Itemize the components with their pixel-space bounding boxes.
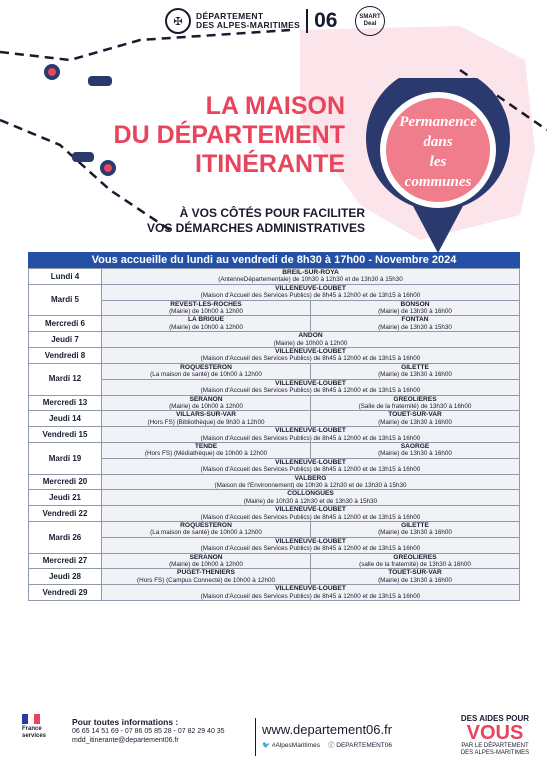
coat-of-arms-icon: ✠ <box>165 8 191 34</box>
email-link[interactable]: mdd_itinerante@departement06.fr <box>72 737 179 744</box>
schedule-banner: Vous accueille du lundi au vendredi de 8h30 à 17h00 - Novembre 2024 <box>28 252 520 268</box>
commune-name: FONTAN <box>401 316 429 324</box>
table-row <box>29 458 520 474</box>
day-cell: Mercredi 13 <box>29 395 102 411</box>
table-row <box>29 348 520 364</box>
event-detail: (Mairie) de 13h30 à 16h00 <box>378 418 452 426</box>
day-cell: Vendredi 22 <box>29 506 102 522</box>
department-logo <box>165 6 337 36</box>
permanence-pin-badge <box>358 78 518 258</box>
event-cell <box>311 395 520 411</box>
commune-name: GILETTE <box>401 522 429 529</box>
table-row <box>29 474 520 490</box>
commune-name: TENDE <box>194 442 218 450</box>
event-cell <box>102 537 520 553</box>
commune-name: BREIL-SUR-ROYA <box>282 269 339 276</box>
commune-name: VILLENEUVE-LOUBET <box>275 427 346 435</box>
event-detail: (Maison d'Accueil des Services Publics) de 8h45 à 12h00 et de 13h15 à 16h00 <box>200 592 421 600</box>
page-title <box>100 92 345 179</box>
day-cell: Vendredi 8 <box>29 348 102 364</box>
day-cell: Mercredi 27 <box>29 553 102 569</box>
french-flag-icon <box>22 714 40 724</box>
facebook-icon: ⓕ <box>327 742 335 749</box>
table-row <box>29 269 520 285</box>
pin-line1: Permanence <box>399 114 477 130</box>
brand-text <box>196 12 300 30</box>
facebook-link[interactable] <box>328 740 392 749</box>
event-cell <box>102 300 311 316</box>
gov-line2: services <box>22 733 47 739</box>
title-line2: DU DÉPARTEMENT <box>113 121 345 149</box>
event-detail: (Maison d'Accueil des Services Publics) de 8h45 à 12h00 et de 13h15 à 16h00 <box>200 434 421 442</box>
schedule-table <box>28 252 520 601</box>
event-cell <box>102 522 311 538</box>
table-row <box>29 490 520 506</box>
aides-line4: DES ALPES-MARITIMES <box>460 749 530 756</box>
info-heading: Pour toutes informations : <box>72 717 179 727</box>
day-cell: Jeudi 14 <box>29 411 102 427</box>
commune-name: VILLENEUVE-LOUBET <box>275 458 346 466</box>
event-detail: (Mairie) de 10h30 à 12h30 et de 13h30 à 15h30 <box>243 497 378 505</box>
event-cell <box>102 316 311 332</box>
facebook-handle: DEPARTEMENT06 <box>336 742 393 749</box>
contact-info <box>72 718 225 745</box>
commune-name: GREOLIERES <box>393 395 437 403</box>
table-row <box>29 332 520 348</box>
event-detail: (Mairie) de 13h30 à 15h30 <box>378 323 452 331</box>
phone-numbers: 06 65 14 51 69 - 07 86 05 85 28 - 07 82 29 40 35 <box>72 728 225 735</box>
commune-name: VILLENEUVE-LOUBET <box>275 379 346 387</box>
commune-name: COLLONGUES <box>287 490 334 498</box>
event-detail: (Mairie) de 13h30 à 16h00 <box>378 371 452 379</box>
commune-name: VILLENEUVE-LOUBET <box>275 506 346 514</box>
event-cell <box>102 490 520 506</box>
page-subtitle <box>120 206 365 236</box>
table-row <box>29 411 520 427</box>
event-cell <box>102 379 520 395</box>
event-cell <box>102 569 311 585</box>
event-cell <box>311 316 520 332</box>
commune-name: VILLENEUVE-LOUBET <box>275 585 346 593</box>
commune-name: REVEST-LES-ROCHES <box>170 300 242 308</box>
event-cell <box>102 427 520 443</box>
day-cell: Jeudi 7 <box>29 332 102 348</box>
table-row <box>29 522 520 538</box>
brand-line1: DÉPARTEMENT <box>196 11 264 21</box>
car-icon <box>72 152 94 162</box>
commune-name: TOUET-SUR-VAR <box>388 569 442 577</box>
commune-name: VILLENEUVE-LOUBET <box>275 348 346 356</box>
event-detail: (Mairie) de 10h00 à 12h00 <box>169 323 243 331</box>
gov-line1: France <box>22 726 42 732</box>
schedule-body <box>29 269 520 601</box>
event-detail: (AntenneDépartementale) de 10h30 à 12h30 et de 13h30 à 15h30 <box>218 276 403 284</box>
event-detail: (Hors FS) (Médiathèque) de 10h00 à 12h00 <box>144 450 268 458</box>
commune-name: SAORGE <box>400 442 430 450</box>
website-link[interactable]: www.departement06.fr <box>262 722 393 737</box>
pin-line4: communes <box>404 174 472 190</box>
table-row <box>29 300 520 316</box>
event-cell <box>102 284 520 300</box>
table-row <box>29 363 520 379</box>
event-detail: (Mairie) de 13h30 à 16h00 <box>378 450 452 458</box>
twitter-link[interactable] <box>262 741 320 749</box>
commune-name: BONSON <box>400 300 430 308</box>
pin-line3: les <box>429 154 447 170</box>
event-detail: (Maison d'Accueil des Services Publics) de 8h45 à 12h00 et de 13h15 à 16h00 <box>200 466 421 474</box>
event-cell <box>102 395 311 411</box>
table-row <box>29 585 520 601</box>
smart-deal-logo <box>355 6 385 36</box>
table-row <box>29 316 520 332</box>
event-cell <box>311 522 520 538</box>
commune-name: VALBERG <box>294 474 327 482</box>
subtitle-line2: VOS DÉMARCHES ADMINISTRATIVES <box>146 221 365 235</box>
event-cell <box>311 363 520 379</box>
aides-logo <box>449 714 541 756</box>
day-cell: Lundi 4 <box>29 269 102 285</box>
event-detail: (Hors FS) (Campus Connecté) de 10h00 à 12h00 <box>137 576 275 584</box>
event-detail: (Maison d'Accueil des Services Publics) de 8h45 à 12h00 et de 13h15 à 16h00 <box>200 545 421 553</box>
event-cell <box>311 411 520 427</box>
event-detail: (Mairie) de 10h00 à 12h00 <box>169 402 243 410</box>
event-detail: (Hors FS) (Bibliothèque) de 9h30 à 12h00 <box>147 418 265 426</box>
event-cell <box>102 474 520 490</box>
aides-line2: VOUS <box>466 722 524 744</box>
subtitle-line1: À VOS CÔTÉS POUR FACILITER <box>179 206 365 220</box>
event-detail: (Mairie) de 13h30 à 16h00 <box>378 576 452 584</box>
table-row <box>29 537 520 553</box>
event-detail: (Maison d'Accueil des Services Publics) de 8h45 à 12h00 et de 13h15 à 16h00 <box>200 387 421 395</box>
table-row <box>29 553 520 569</box>
day-cell: Jeudi 21 <box>29 490 102 506</box>
brand-line2: DES ALPES-MARITIMES <box>196 20 301 30</box>
event-cell <box>102 269 520 285</box>
title-line3: ITINÉRANTE <box>195 150 345 178</box>
smart-deal-line1: SMART <box>359 14 381 20</box>
event-cell <box>102 506 520 522</box>
event-cell <box>102 585 520 601</box>
event-detail: (La maison de santé) de 10h00 à 12h00 <box>150 371 262 379</box>
day-cell: Mardi 5 <box>29 284 102 316</box>
event-cell <box>311 553 520 569</box>
day-cell: Mardi 12 <box>29 363 102 395</box>
event-cell <box>102 363 311 379</box>
twitter-icon: 🐦 <box>262 741 271 749</box>
event-cell <box>102 332 520 348</box>
event-detail: (Maison de l'Environnement) de 10h30 à 12h30 et de 13h30 à 15h30 <box>214 481 407 489</box>
event-cell <box>102 442 311 458</box>
commune-name: ANDON <box>298 332 323 340</box>
pin-line2: dans <box>423 134 453 150</box>
location-pin-icon <box>44 64 60 80</box>
event-cell <box>311 442 520 458</box>
event-detail: (salle de la fraternité) de 13h30 à 16h00 <box>359 561 471 569</box>
table-row <box>29 395 520 411</box>
event-cell <box>102 411 311 427</box>
commune-name: ROQUESTERON <box>180 363 232 371</box>
event-detail: (Maison d'Accueil des Services Publics) de 8h45 à 12h00 et de 13h15 à 16h00 <box>200 513 421 521</box>
table-row <box>29 379 520 395</box>
table-row <box>29 506 520 522</box>
title-line1: LA MAISON <box>205 92 345 120</box>
day-cell: Jeudi 28 <box>29 569 102 585</box>
event-cell <box>102 458 520 474</box>
day-cell: Mardi 19 <box>29 442 102 474</box>
commune-name: SERANON <box>189 553 223 561</box>
france-services-logo <box>22 714 62 740</box>
event-detail: (Mairie) de 10h00 à 12h00 <box>273 339 348 347</box>
event-cell <box>102 348 520 364</box>
event-detail: (Mairie) de 10h00 à 12h00 <box>169 561 243 569</box>
commune-name: SERANON <box>189 395 223 403</box>
commune-name: TOUET-SUR-VAR <box>388 411 442 419</box>
table-row <box>29 569 520 585</box>
day-cell: Mercredi 6 <box>29 316 102 332</box>
brand-number: 06 <box>306 9 337 33</box>
commune-name: GILETTE <box>401 363 429 371</box>
car-icon <box>88 76 112 86</box>
commune-name: LA BRIGUE <box>187 316 225 324</box>
commune-name: VILLARS-SUR-VAR <box>176 411 236 419</box>
event-detail: (Mairie) de 13h30 à 16h00 <box>378 308 452 316</box>
social-links <box>262 740 392 749</box>
event-detail: (Mairie) de 10h00 à 12h00 <box>169 308 243 316</box>
event-cell <box>311 300 520 316</box>
event-detail: (La maison de santé) de 10h00 à 12h00 <box>150 529 262 537</box>
event-cell <box>102 553 311 569</box>
day-cell: Mardi 26 <box>29 522 102 554</box>
event-detail: (Maison d'Accueil des Services Publics) de 8h45 à 12h00 et de 13h15 à 16h00 <box>200 292 421 300</box>
commune-name: VILLENEUVE-LOUBET <box>275 537 346 545</box>
event-detail: (Maison d'Accueil des Services Publics) de 8h45 à 12h00 et de 13h15 à 16h00 <box>200 355 421 363</box>
twitter-handle: #AlpesMaritimes <box>271 741 320 749</box>
commune-name: ROQUESTERON <box>180 522 232 529</box>
event-detail: (Salle de la fraternité) de 13h30 à 16h00 <box>358 402 472 410</box>
footer-divider <box>255 718 256 756</box>
day-cell: Mercredi 20 <box>29 474 102 490</box>
event-detail: (Mairie) de 13h30 à 16h00 <box>378 529 452 537</box>
table-row <box>29 427 520 443</box>
commune-name: GREOLIERES <box>393 553 437 561</box>
day-cell: Vendredi 29 <box>29 585 102 601</box>
table-row <box>29 442 520 458</box>
commune-name: PUGET-THENIERS <box>177 569 235 577</box>
day-cell: Vendredi 15 <box>29 427 102 443</box>
smart-deal-line2: Deal <box>363 21 377 27</box>
aides-line3: PAR LE DÉPARTEMENT <box>461 743 529 749</box>
aides-line1: DES AIDES POUR <box>460 714 530 723</box>
table-row <box>29 284 520 300</box>
footer <box>0 708 547 759</box>
commune-name: VILLENEUVE-LOUBET <box>275 284 346 292</box>
event-cell <box>311 569 520 585</box>
